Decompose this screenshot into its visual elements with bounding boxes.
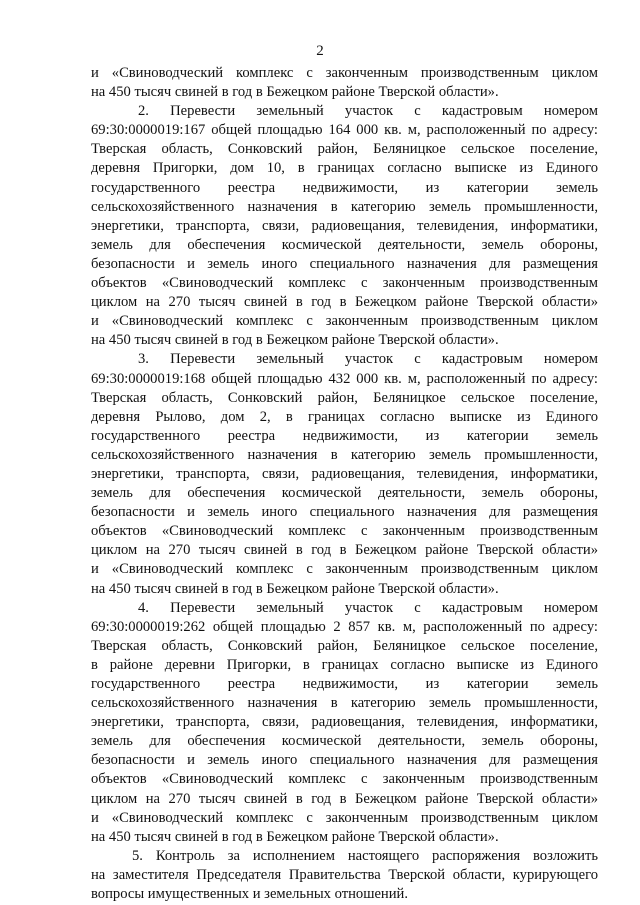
text-line: 5. Контроль за исполнением настоящего распоряжения возложить (132, 847, 598, 864)
paragraph-p3 (91, 350, 598, 598)
text-line: энергетики, транспорта, связи, радиовещания, телевидения, информатики, (91, 217, 598, 234)
text-line: Тверская область, Сонковский район, Беляницкое сельское поселение, (91, 637, 598, 654)
text-line: безопасности и земель иного специального назначения для размещения (91, 752, 598, 769)
text-line: вопросы имущественных и земельных отношений. (91, 886, 409, 903)
text-line: земель для обеспечения космической деятельности, земель обороны, (91, 485, 598, 502)
text-line: объектов «Свиноводческий комплекс с законченным производственным (91, 275, 598, 292)
text-line: государственного реестра недвижимости, из категории земель (91, 427, 598, 444)
text-line: на 450 тысяч свиней в год в Бежецком районе Тверской области». (91, 332, 499, 349)
text-line: 2. Перевести земельный участок с кадастровым номером (138, 103, 598, 120)
paragraph-p1-cont (91, 64, 598, 102)
paragraph-p5 (91, 847, 598, 904)
text-line: земель для обеспечения космической деятельности, земель обороны, (91, 733, 598, 750)
text-line: энергетики, транспорта, связи, радиовещания, телевидения, информатики, (91, 465, 598, 482)
text-line: циклом на 270 тысяч свиней в год в Бежецком районе Тверской области» (91, 294, 598, 311)
text-line: деревня Рылово, дом 2, в границах согласно выписке из Единого (91, 408, 598, 425)
paragraph-p2 (91, 102, 598, 350)
text-line: на 450 тысяч свиней в год в Бежецком районе Тверской области». (91, 828, 499, 845)
text-line: 4. Перевести земельный участок с кадастровым номером (138, 599, 598, 616)
paragraph-p4 (91, 599, 598, 847)
text-line: циклом на 270 тысяч свиней в год в Бежецком районе Тверской области» (91, 542, 598, 559)
text-line: на заместителя Председателя Правительства Тверской области, курирующего (91, 866, 598, 883)
text-line: и «Свиноводческий комплекс с законченным производственным циклом (91, 313, 598, 330)
text-line: объектов «Свиноводческий комплекс с законченным производственным (91, 771, 598, 788)
text-line: в районе деревни Пригорки, в границах согласно выписке из Единого (91, 656, 598, 673)
text-line: безопасности и земель иного специального назначения для размещения (91, 504, 598, 521)
text-line: Тверская область, Сонковский район, Беляницкое сельское поселение, (91, 389, 598, 406)
text-line: на 450 тысяч свиней в год в Бежецком районе Тверской области». (91, 580, 499, 597)
text-line: безопасности и земель иного специального назначения для размещения (91, 255, 598, 272)
text-line: энергетики, транспорта, связи, радиовещания, телевидения, информатики, (91, 714, 598, 731)
text-line: и «Свиноводческий комплекс с законченным производственным циклом (91, 65, 598, 81)
text-line: Тверская область, Сонковский район, Беляницкое сельское поселение, (91, 141, 598, 158)
text-line: деревня Пригорки, дом 10, в границах согласно выписке из Единого (91, 160, 598, 177)
text-line: государственного реестра недвижимости, из категории земель (91, 676, 598, 692)
document-body (91, 64, 598, 904)
text-line: сельскохозяйственного назначения в категорию земель промышленности, (91, 446, 598, 463)
text-line: на 450 тысяч свиней в год в Бежецком районе Тверской области». (91, 84, 499, 101)
text-line: объектов «Свиноводческий комплекс с законченным производственным (91, 523, 598, 540)
text-line: и «Свиноводческий комплекс с законченным производственным циклом (91, 809, 598, 826)
text-line: государственного реестра недвижимости, из категории земель (91, 179, 598, 196)
text-line: 3. Перевести земельный участок с кадастровым номером (138, 351, 598, 368)
text-line: сельскохозяйственного назначения в категорию земель промышленности, (91, 198, 598, 215)
text-line: сельскохозяйственного назначения в категорию земель промышленности, (91, 695, 598, 712)
text-line: 69:30:0000019:168 общей площадью 432 000 кв. м, расположенный по адресу: (91, 370, 598, 387)
page-number: 2 (316, 43, 324, 59)
text-line: циклом на 270 тысяч свиней в год в Бежецком районе Тверской области» (91, 790, 598, 807)
text-line: и «Свиноводческий комплекс с законченным производственным циклом (91, 561, 598, 578)
text-line: земель для обеспечения космической деятельности, земель обороны, (91, 236, 598, 253)
text-line: 69:30:0000019:262 общей площадью 2 857 кв. м, расположенный по адресу: (91, 618, 598, 635)
text-line: 69:30:0000019:167 общей площадью 164 000 кв. м, расположенный по адресу: (91, 122, 598, 139)
